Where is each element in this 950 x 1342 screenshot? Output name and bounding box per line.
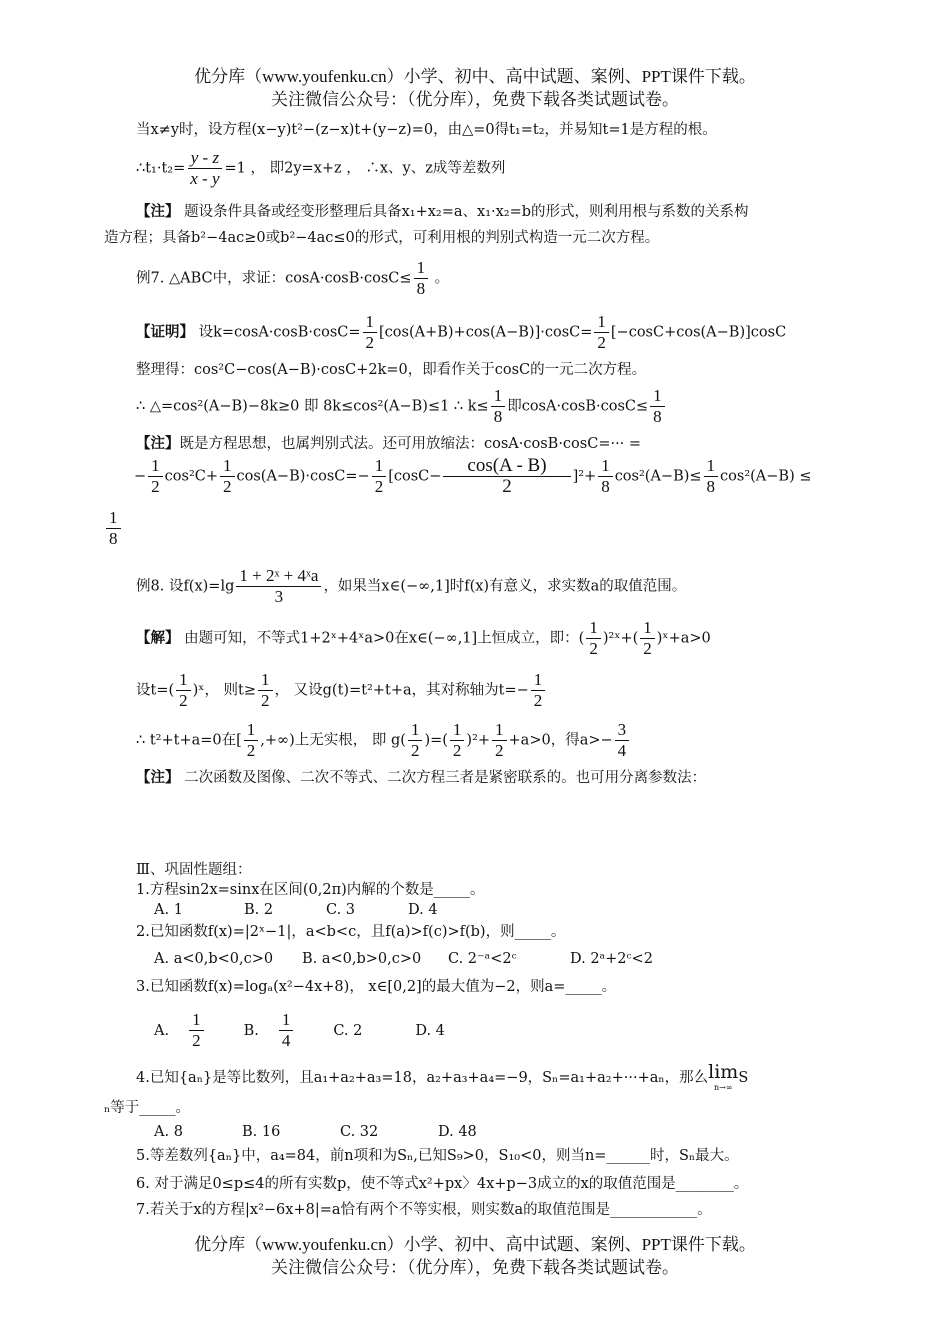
sol3-text: ∴ t²+t+a=0在[	[136, 732, 242, 749]
frac-num: 1 + 2ˣ + 4ˣa	[236, 566, 321, 587]
sol3-text-5: +a>0，得a>−	[508, 732, 613, 749]
fraction-1-2	[176, 670, 191, 711]
fraction-1-2	[408, 720, 423, 761]
frac-num: 1	[586, 618, 601, 639]
frac-den: 2	[597, 333, 606, 352]
option-c: C. 2	[333, 1022, 363, 1039]
solution-line-2	[136, 670, 547, 711]
proof-text: 设k=cosA·cosB·cosC=	[194, 324, 361, 341]
sol2-text: 设t=(	[136, 682, 175, 699]
note-2-line-1	[136, 434, 641, 454]
option-c: C. 3	[326, 902, 356, 918]
note-text: 题设条件具备或经变形整理后具备x₁+x₂=a、x₁·x₂=b的形式，则利用根与系数的关系构	[179, 204, 749, 220]
frac-num: 1	[176, 670, 191, 691]
frac-num: cos(A - B)	[443, 456, 570, 477]
option-d: D. 4	[415, 1022, 445, 1039]
footer-line-1: 优分库（www.youfenku.cn）小学、初中、高中试题、案例、PPT课件下载。	[194, 1235, 756, 1254]
frac-num: 3	[615, 720, 630, 741]
proof3-text: ∴ △=cos²(A−B)−8k≥0 即 8k≤cos²(A−B)≤1 ∴ k≤	[136, 398, 489, 415]
ex8-text: 例8. 设f(x)=lg	[136, 578, 235, 595]
note-label: 【注】	[136, 435, 180, 452]
frac-num: 1	[598, 456, 613, 477]
fraction-1-4	[279, 1010, 294, 1051]
lim-sub: n→∞	[713, 1083, 733, 1092]
frac-num: 1	[220, 456, 235, 477]
note-3	[136, 768, 706, 788]
frac-num: 1	[594, 312, 609, 333]
frac-den: 8	[653, 407, 662, 426]
frac-den: 2	[410, 741, 420, 760]
fraction-1-2	[148, 456, 163, 497]
fraction-1-8	[704, 456, 719, 497]
n2-text: cos²C+	[164, 468, 219, 485]
question-7: 7.若关于x的方程|x²−6x+8|=a恰有两个不等实根，则实数a的取值范围是____________。	[136, 1202, 712, 1218]
fraction-cos-half	[443, 456, 570, 497]
option-a: A.	[154, 1022, 170, 1039]
frac-num: 1	[372, 456, 387, 477]
frac-num: 1	[491, 386, 506, 407]
q4-s: S	[738, 1070, 749, 1086]
minus: −	[134, 468, 147, 485]
paragraph-2	[136, 148, 505, 189]
ex7-end: 。	[430, 270, 450, 287]
proof-text-2: [cos(A+B)+cos(A−B)]·cosC=	[379, 324, 593, 341]
frac-den: 2	[495, 741, 504, 760]
frac-num: 1	[531, 670, 546, 691]
note-text: 二次函数及图像、二次不等式、二次方程三者是紧密联系的。也可用分离参数法：	[179, 770, 707, 786]
option-d: D. 4	[408, 902, 438, 918]
frac-num: 1	[279, 1010, 294, 1031]
q3-options	[154, 1010, 445, 1051]
proof-line-2: 整理得：cos²C−cos(A−B)·cosC+2k=0，即看作关于cosC的一元二次方程。	[136, 362, 647, 378]
limit-symbol	[708, 1062, 738, 1094]
solution-line-3	[136, 720, 631, 761]
frac-den: 2	[374, 477, 384, 496]
frac-den: 8	[601, 477, 610, 496]
frac-den: 2	[246, 741, 256, 760]
question-4-cont: ₙ等于_____。	[104, 1100, 191, 1116]
frac-den: 2	[589, 639, 598, 658]
q4-options	[154, 1122, 477, 1142]
fraction-1-2	[531, 670, 546, 711]
note-1-line-1	[136, 202, 749, 222]
frac-num: 1	[244, 720, 259, 741]
sol2-text-2: )ˣ， 则t≥	[192, 682, 257, 699]
fraction-1-2	[363, 312, 378, 353]
frac-num: 1	[704, 456, 719, 477]
option-c: C. 32	[340, 1124, 379, 1140]
frac-num: 1	[450, 720, 465, 741]
frac-den: 2	[502, 476, 512, 497]
sol-text-2: )²ˣ+(	[602, 630, 639, 647]
fraction-1-2	[244, 720, 259, 761]
example-7	[136, 258, 449, 299]
fraction-ex8	[236, 566, 321, 607]
header-line-2: 关注微信公众号：（优分库），免费下载各类试题试卷。	[271, 90, 679, 109]
fraction-1-2	[372, 456, 387, 497]
question-3: 3.已知函数f(x)=logₐ(x²−4x+8)， x∈[0,2]的最大值为−2，则a=_____。	[136, 979, 617, 995]
frac-num: 1	[408, 720, 423, 741]
sol3-text-2: ,+∞)上无实根， 即 g(	[260, 732, 406, 749]
option-b: B. 2	[244, 902, 274, 918]
fraction-1-2	[492, 720, 507, 761]
frac-den: 2	[452, 741, 462, 760]
fraction-1-2	[258, 670, 273, 711]
fraction-1-2	[450, 720, 465, 761]
q4-text: 4.已知{aₙ}是等比数列，且a₁+a₂+a₃=18，a₂+a₃+a₄=−9，Sₙ=a₁+a₂+···+aₙ，那么	[136, 1070, 709, 1086]
frac-den: 2	[533, 691, 543, 710]
frac-num: 1	[148, 456, 163, 477]
proof-text-3: [−cosC+cos(A−B)]cosC	[610, 324, 787, 341]
fraction-1-8	[491, 386, 506, 427]
frac-num: y - z	[188, 148, 222, 169]
frac-den: 2	[365, 333, 375, 352]
n2-text-3: [cosC−	[388, 468, 442, 485]
fraction-1-8	[650, 386, 665, 427]
fraction-1-2	[640, 618, 655, 659]
fraction-3-4	[615, 720, 630, 761]
note-label: 【注】	[136, 203, 180, 220]
option-b: B.	[243, 1022, 259, 1039]
question-1: 1.方程sin2x=sinx在区间(0,2π)内解的个数是_____。	[136, 882, 485, 898]
sol3-text-3: )=(	[424, 732, 448, 749]
frac-den: 8	[109, 529, 118, 548]
fraction-1-8	[414, 258, 429, 299]
frac-den: 2	[151, 477, 160, 496]
frac-den: 2	[192, 1031, 201, 1050]
frac-num: 1	[363, 312, 378, 333]
question-4	[136, 1062, 748, 1094]
frac-den: x - y	[190, 169, 220, 188]
question-6: 6. 对于满足0≤p≤4的所有实数p，使不等式x²+px〉4x+p−3成立的x的取值范围是________。	[136, 1176, 749, 1192]
fraction-1-2	[594, 312, 609, 353]
sol3-text-4: )²+	[466, 732, 491, 749]
frac-num: 1	[258, 670, 273, 691]
fraction-1-8	[598, 456, 613, 497]
frac-den: 4	[617, 741, 627, 760]
ex7-text: 例7. △ABC中，求证：cosA·cosB·cosC≤	[136, 270, 412, 287]
sol2-text-3: ， 又设g(t)=t²+t+a，其对称轴为t=−	[274, 682, 529, 699]
frac-den: 2	[223, 477, 232, 496]
p2-text: ∴t₁·t₂=	[136, 160, 186, 177]
frac-num: 1	[106, 508, 121, 529]
frac-num: 1	[650, 386, 665, 407]
solution-label: 【解】	[136, 629, 180, 647]
fraction-1-2	[220, 456, 235, 497]
fraction-1-8	[106, 508, 121, 549]
option-a: A. 1	[154, 902, 183, 918]
frac-num: 1	[492, 720, 507, 741]
n2-text-5: cos²(A−B)≤	[614, 468, 702, 485]
section-3-heading: Ⅲ、巩固性题组：	[136, 862, 252, 878]
frac-den: 2	[179, 691, 188, 710]
frac-num: 1	[189, 1010, 204, 1031]
ex8-end: ，如果当x∈(−∞,1]时f(x)有意义，求实数a的取值范围。	[323, 578, 687, 595]
proof-line-1	[136, 312, 786, 353]
header-line-1: 优分库（www.youfenku.cn）小学、初中、高中试题、案例、PPT课件下载。	[194, 67, 756, 86]
lim-word: lim	[708, 1061, 739, 1083]
option-d: D. 48	[438, 1124, 477, 1140]
sol-text-3: )ˣ+a>0	[656, 630, 711, 647]
paragraph-1: 当x≠y时，设方程(x−y)t²−(z−x)t+(y−z)=0，由△=0得t₁=t₂，并易知t=1是方程的根。	[136, 122, 717, 138]
example-8	[136, 566, 686, 607]
option-c: C. 2⁻ᵃ<2ᶜ	[448, 951, 517, 967]
fraction-1-2	[586, 618, 601, 659]
note-2-line-3	[104, 508, 123, 549]
p2-text-after: =1 ， 即2y=x+z ， ∴x、y、z成等差数列	[224, 160, 506, 177]
fraction-yz-xy	[187, 148, 222, 189]
question-2: 2.已知函数f(x)=|2ˣ−1|，a<b<c，且f(a)>f(c)>f(b)，则_____。	[136, 924, 566, 940]
option-a: A. 8	[154, 1124, 183, 1140]
q1-options	[154, 900, 438, 920]
note-label: 【注】	[136, 769, 180, 786]
fraction-1-2	[189, 1010, 204, 1051]
n2-text-4: ]²+	[572, 468, 597, 485]
question-5: 5.等差数列{aₙ}中，a₄=84，前n项和为Sₙ,已知S₉>0，S₁₀<0，则当n=______时，Sₙ最大。	[136, 1148, 739, 1164]
footer-line-2: 关注微信公众号：（优分库），免费下载各类试题试卷。	[271, 1258, 679, 1277]
proof-line-3	[136, 386, 667, 427]
q2-options	[154, 949, 653, 969]
frac-num: 1	[640, 618, 655, 639]
sol-text: 由题可知，不等式1+2ˣ+4ˣa>0在x∈(−∞,1]上恒成立，即：(	[179, 630, 585, 647]
solution-line-1	[136, 618, 711, 659]
note-text: 既是方程思想，也属判别式法。还可用放缩法：cosA·cosB·cosC=··· =	[179, 436, 642, 452]
option-b: B. a<0,b>0,c>0	[302, 951, 422, 967]
frac-den: 3	[274, 587, 284, 606]
option-b: B. 16	[242, 1124, 281, 1140]
n2-text-6: cos²(A−B) ≤	[720, 468, 812, 485]
frac-den: 2	[643, 639, 652, 658]
frac-den: 2	[261, 691, 270, 710]
proof-label: 【证明】	[136, 323, 194, 341]
frac-den: 8	[706, 477, 716, 496]
option-a: A. a<0,b<0,c>0	[154, 951, 274, 967]
frac-den: 8	[416, 279, 426, 298]
proof3-text-2: 即cosA·cosB·cosC≤	[507, 398, 649, 415]
note-2-line-2	[134, 456, 812, 497]
option-d: D. 2ᵃ+2ᶜ<2	[570, 951, 653, 967]
n2-text-2: cos(A−B)·cosC=−	[236, 468, 370, 485]
frac-num: 1	[414, 258, 429, 279]
note-1-line-2: 造方程；具备b²−4ac≥0或b²−4ac≤0的形式，可利用根的判别式构造一元二次方程。	[104, 230, 660, 246]
frac-den: 4	[281, 1031, 291, 1050]
frac-den: 8	[493, 407, 503, 426]
